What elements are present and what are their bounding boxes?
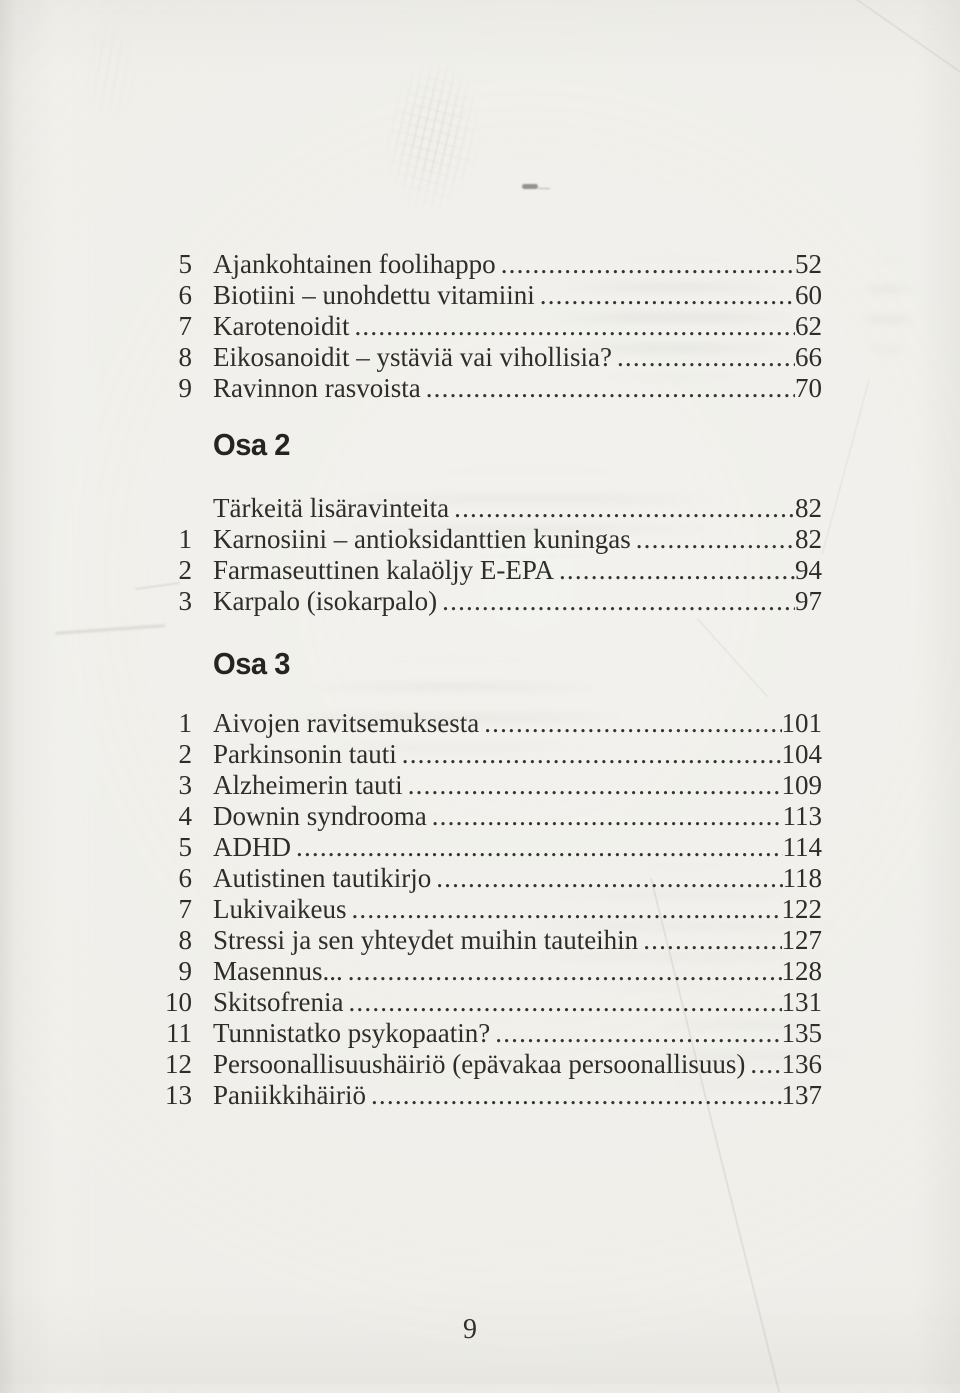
scan-streak [55, 624, 165, 635]
toc-row [158, 739, 822, 770]
chapter-number: 8 [178, 925, 192, 955]
dot-leader [641, 925, 781, 956]
chapter-number: 8 [178, 342, 192, 372]
toc-row [158, 987, 822, 1018]
chapter-title: Lukivaikeus [213, 894, 347, 924]
chapter-page-ref: 60 [795, 280, 822, 310]
chapter-number: 5 [178, 832, 192, 862]
chapter-title: Masennus... [213, 956, 343, 986]
dot-leader [406, 770, 782, 801]
scan-smudge [374, 50, 493, 221]
toc-row [158, 249, 822, 280]
chapter-title: Karnosiini – antioksidanttien kuningas [213, 524, 631, 554]
chapter-number: 12 [165, 1049, 192, 1079]
chapter-title: Skitsofrenia [213, 987, 344, 1017]
chapter-page-ref: 94 [795, 555, 822, 585]
dot-leader [400, 739, 782, 770]
chapter-page-ref: 66 [795, 342, 822, 372]
chapter-page-ref: 62 [795, 311, 822, 341]
scan-speck [522, 184, 538, 189]
chapter-number: 9 [178, 956, 192, 986]
dot-leader [499, 249, 795, 280]
dot-leader [493, 1018, 781, 1049]
toc-row [158, 311, 822, 342]
chapter-page-ref: 109 [781, 770, 822, 800]
chapter-number: 1 [178, 708, 192, 738]
chapter-page-ref: 127 [781, 925, 822, 955]
toc-row [158, 1018, 822, 1049]
chapter-number: 2 [178, 739, 192, 769]
chapter-title: Downin syndrooma [213, 801, 427, 831]
section-heading-osa2: Osa 2 [213, 427, 291, 462]
paper-crease [844, 0, 960, 123]
toc-row [158, 770, 822, 801]
toc-row [158, 493, 822, 524]
chapter-title: Stressi ja sen yhteydet muihin tauteihin [213, 925, 639, 955]
toc-row [158, 956, 822, 987]
toc-row [158, 925, 822, 956]
dot-leader [482, 708, 781, 739]
dot-leader [452, 493, 795, 524]
paper-crease [822, 380, 870, 554]
toc-row [158, 280, 822, 311]
chapter-number: 3 [178, 586, 192, 616]
chapter-number: 3 [178, 770, 192, 800]
section-heading-osa3: Osa 3 [213, 646, 291, 681]
dot-leader [294, 832, 783, 863]
scan-smudge [80, 15, 140, 125]
chapter-title: Ajankohtainen foolihappo [213, 249, 496, 279]
chapter-title: Eikosanoidit – ystäviä vai vihollisia? [213, 342, 612, 372]
chapter-page-ref: 82 [795, 493, 822, 523]
toc-row [158, 863, 822, 894]
chapter-page-ref: 128 [781, 956, 822, 986]
chapter-page-ref: 97 [795, 586, 822, 616]
toc-row [158, 832, 822, 863]
chapter-page-ref: 137 [781, 1080, 822, 1110]
dot-leader [434, 863, 782, 894]
chapter-page-ref: 101 [781, 708, 822, 738]
toc-row [158, 1049, 822, 1080]
chapter-number: 10 [165, 987, 192, 1017]
dot-leader [346, 956, 782, 987]
chapter-title: Aivojen ravitsemuksesta [213, 708, 480, 738]
dot-leader [634, 524, 795, 555]
table-of-contents [158, 249, 822, 1111]
chapter-page-ref: 113 [782, 801, 822, 831]
toc-row [158, 801, 822, 832]
dot-leader [369, 1080, 782, 1111]
chapter-title: Karotenoidit [213, 311, 350, 341]
dot-leader [538, 280, 795, 311]
chapter-title: Farmaseuttinen kalaöljy E-EPA [213, 555, 554, 585]
chapter-number: 4 [178, 801, 192, 831]
toc-row [158, 894, 822, 925]
chapter-page-ref: 118 [782, 863, 822, 893]
chapter-number: 6 [178, 280, 192, 310]
chapter-number: 7 [178, 311, 192, 341]
toc-row [158, 524, 822, 555]
chapter-number: 7 [178, 894, 192, 924]
chapter-number: 1 [178, 524, 192, 554]
chapter-number: 11 [166, 1018, 192, 1048]
toc-row [158, 708, 822, 739]
bleedthrough-text [858, 252, 918, 372]
chapter-title: Tunnistatko psykopaatin? [213, 1018, 491, 1048]
dot-leader [557, 555, 795, 586]
dot-leader [430, 801, 783, 832]
toc-row [158, 342, 822, 373]
chapter-page-ref: 136 [781, 1049, 822, 1079]
chapter-title: ADHD [213, 832, 291, 862]
toc-row [158, 586, 822, 617]
chapter-title: Tärkeitä lisäravinteita [213, 493, 450, 523]
toc-row [158, 1080, 822, 1111]
toc-row [158, 555, 822, 586]
dot-leader [424, 373, 795, 404]
dot-leader [440, 586, 795, 617]
chapter-title: Biotiini – unohdettu vitamiini [213, 280, 535, 310]
chapter-page-ref: 70 [795, 373, 822, 403]
chapter-page-ref: 135 [781, 1018, 822, 1048]
chapter-title: Paniikkihäiriö [213, 1080, 366, 1110]
chapter-page-ref: 82 [795, 524, 822, 554]
chapter-page-ref: 104 [781, 739, 822, 769]
dot-leader [748, 1049, 781, 1080]
chapter-page-ref: 52 [795, 249, 822, 279]
chapter-title: Karpalo (isokarpalo) [213, 586, 438, 616]
chapter-number: 2 [178, 555, 192, 585]
chapter-title: Parkinsonin tauti [213, 739, 397, 769]
chapter-title: Ravinnon rasvoista [213, 373, 421, 403]
chapter-title: Alzheimerin tauti [213, 770, 403, 800]
chapter-number: 5 [178, 249, 192, 279]
dot-leader [615, 342, 795, 373]
chapter-number: 6 [178, 863, 192, 893]
toc-row [158, 373, 822, 404]
chapter-title: Autistinen tautikirjo [213, 863, 432, 893]
chapter-number: 13 [165, 1080, 192, 1110]
chapter-page-ref: 114 [782, 832, 822, 862]
chapter-title: Persoonallisuushäiriö (epävakaa persoonallisuus) [213, 1049, 746, 1079]
dot-leader [346, 987, 781, 1018]
dot-leader [349, 894, 781, 925]
dot-leader [352, 311, 795, 342]
page-number: 9 [463, 1314, 477, 1345]
chapter-page-ref: 131 [781, 987, 822, 1017]
chapter-page-ref: 122 [781, 894, 822, 924]
chapter-number: 9 [178, 373, 192, 403]
